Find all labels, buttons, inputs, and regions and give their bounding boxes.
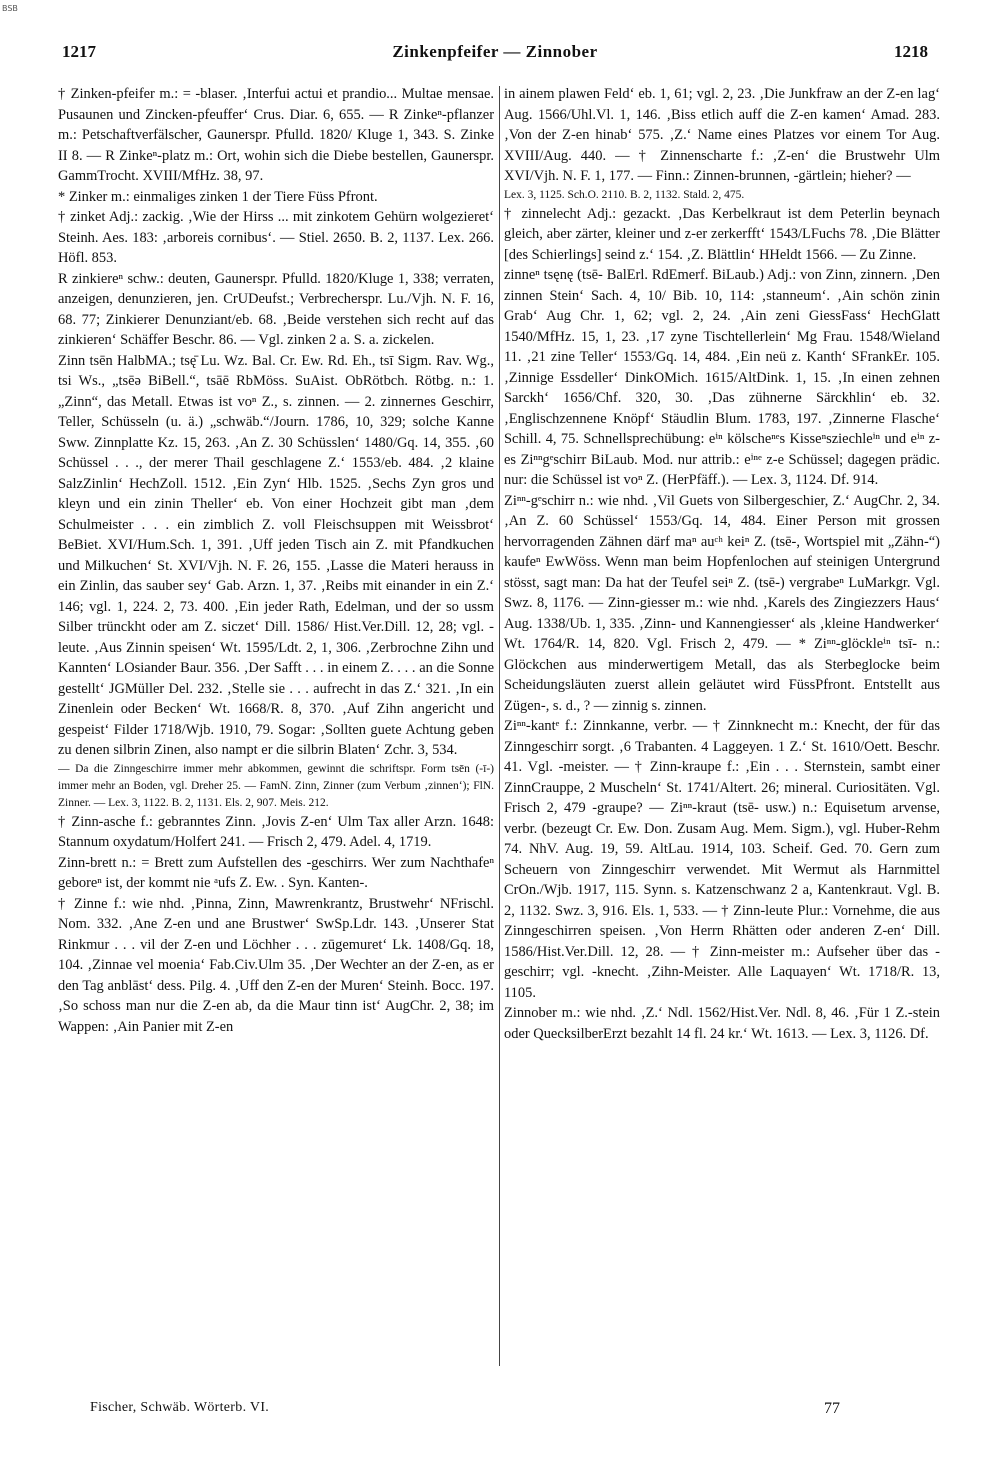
entry-zinnen: zinneⁿ tsęnę (tsē- BalErl. RdEmerf. BiLaub.) Adj.: von Zinn, zinnern. ‚Den zinnen Stein‘ Sach. 4, 10/ Bib. 10, 114: ‚stanneum‘. ‚Ain schön zinin Grab‘ Aug Chr. 1, 62; vgl. 2, 24. ‚Ain zeni GiessFass‘ HechGlatt 1540/MfHz. 15, 1, 23. ‚17 zyne Tischtellerlein‘ Mg Frau. 1548/Wieland 11. ‚21 zine Teller‘ 1553/Gq. 14, 484. ‚Ein neü z. Kanth‘ SFrankEr. 105. ‚Zinnige Essdeller‘ DinkOMich. 1615/AltDink. 1, 15. ‚In einen zehnen Sarckh‘ 1656/Chf. 320, 30. ‚Das zühnerne Särckhlin‘ eb. 32. ‚Englischzennene Knöpf‘ Stäudlin Blum. 1783, 197. ‚Zinnerne Flasche‘ Schill. 4, 75. Schnellsprechübung: eⁱⁿ kölscheⁿᵉs Kisseⁿsziechleⁱⁿ und eⁱⁿ z-es Ziⁿⁿgᵉschirr BiLaub. Mod. nur attrib.: eⁱⁿᵉ z-e Schüssel; dagegen prädic. nur: die Schüssel ist voⁿ Z. (HerPfäff.). — Lex. 3, 1124. Df. 914. xyxy=(504,267,940,488)
library-stamp: BSB xyxy=(2,4,18,13)
entry-zinne-continued: in ainem plawen Feld‘ eb. 1, 61; vgl. 2, 23. ‚Die Junkfraw an der Z-en lag‘ Aug. 1566/Uhl.Vl. 1, 146. ‚Biss etlich auff die Z-en kamen‘ Amad. 283. ‚Von der Z-en hinab‘ 575. ‚Z.‘ Name eines Platzes vor einem Tor Aug. XVIII/Aug. 440. — † Zinnenscharte f.: ‚Z-en‘ die Brustwehr Ulm XVI/Vjh. N. F. 1, 177. — Finn.: Zinnen-brunnen, -gärtlein; hieher? — xyxy=(504,86,940,184)
running-title: Zinkenpfeifer — Zinnober xyxy=(392,42,598,61)
entry-zinn-note: — Da die Zinngeschirre immer mehr abkommen, gewinnt die schriftspr. Form tsēn (-ī-) immer mehr an Boden, vgl. Dreher 25. — FamN. Zinn, Zinner (zum Verbum ‚zinnen‘); FlN. Zinner. — Lex. 3, 1122. B. 2, 1131. Els. 2, 907. Meis. 212. xyxy=(58,762,494,809)
text-columns xyxy=(58,84,940,1369)
entry-zinn-brett: Zinn-brett n.: = Brett zum Aufstellen des -geschirrs. Wer zum Nachthafeⁿ geboreⁿ ist, der kommt nie ᵃufs Z. Ew. . Syn. Kanten-. xyxy=(58,854,494,891)
entry-zinken-pfeifer: † Zinken-pfeifer m.: = -blaser. ‚Interfui actui et prandio... Multae mensae. Pusaunen und Zincken-pfeuffer‘ Crus. Diar. 6, 655. — R Zinkeⁿ-pflanzer m.: Petschaftverfälscher, Gaunerspr. Pfulld. 1820/ Kluge 1, 343. S. Zinke II 8. — R Zinkeⁿ-platz m.: Ort, wohin sich die Diebe bestellen, Gaunerspr. GammTrocht. XVIII/MfHz. 38, 97. xyxy=(58,86,494,184)
page-number-right: 1218 xyxy=(894,42,928,61)
page-footer xyxy=(90,1400,840,1422)
entry-zinne-refs: Lex. 3, 1125. Sch.O. 2110. B. 2, 1132. Stald. 2, 475. xyxy=(504,188,745,201)
entry-zinn-asche: † Zinn-asche f.: gebranntes Zinn. ‚Jovis Z-en‘ Ulm Tax aller Arzn. 1648: Stannum oxydatum/Holfert 241. — Frisch 2, 479. Adel. 4, 1719. xyxy=(58,813,494,850)
left-column xyxy=(58,84,494,1369)
page-number-left: 1217 xyxy=(62,42,96,61)
entry-zinnelecht: † zinnelecht Adj.: gezackt. ‚Das Kerbelkraut ist dem Peterlin beynach gleich, aber zärter, kleiner und z-er zerkerfft‘ 1543/LFuchs 78. ‚Die Blätter [des Schierlings] seind z.‘ 154. ‚Z. Blättlin‘ HHeldt 1566. — Zu Zinne. xyxy=(504,205,940,263)
entry-zinket: † zinket Adj.: zackig. ‚Wie der Hirss ... mit zinkotem Gehürn wolgezieret‘ Steinh. Aes. 183: ‚arboreis cornibus‘. — Stiel. 2650. B. 2, 1137. Lex. 266. Höfl. 853. xyxy=(58,209,494,266)
right-column xyxy=(504,84,940,1369)
entry-zinker: * Zinker m.: einmaliges zinken 1 der Tiere Füss Pfront. xyxy=(58,188,378,205)
footer-source: Fischer, Schwäb. Wörterb. VI. xyxy=(90,1400,270,1415)
entry-zinn: Zinn tsēn HalbMA.; tsę̄ Lu. Wz. Bal. Cr. Ew. Rd. Eh., tsī Sigm. Rav. Wg., tsi Ws., „tsēə BiBell.“, tsāē RbMöss. SuAist. ObRötbch. Rötbg. n.: 1. „Zinn“, das Metall. Etwas ist voⁿ Z., s. zinnen. — 2. zinnernes Geschirr, Teller, Schüsseln (u. ä.) „schwäb.“/Journ. 1786, 10, 329; solche Kanne Sww. Zinnplatte Kz. 15, 263. ‚An Z. 30 Schüsslen‘ 1480/Gq. 14, 355. ‚60 Schüssel . . ., der merer Thail geschlagene Z.‘ 1553/eb. 484. ‚2 klaine SalzZinlin‘ HechZoll. 1512. ‚Ein Zyn‘ Hlb. 1525. ‚Sechs Zyn gros und kleyn und ein zinin Theller‘ eb. Von einer Hochzeit gibt man ‚dem Schulmeister . . . ein zimblich Z. voll Fleischsuppen mit Weissbrot‘ BeBiet. XVI/Hum.Sch. 1, 391. ‚Uff jeden Tisch ain Z. mit Pfandkuchen und Milkuchen‘ St. XVI/Vjh. N. F. 26, 155. ‚Lasse die Materi herauss in ein Zinlin, das sauber sey‘ Gab. Arzn. 1, 37. ‚Reibs mit einander in ein Z.‘ 146; vgl. 1, 224. 2, 73. 400. ‚Ein jeder Rath, Edelman, und der so ussm Silber trünckht oder am Z. siczet‘ Dill. 1586/ Hist.Ver.Dill. 12, 28; vgl. -leute. ‚Aus Zinnin speisen‘ Wt. 1595/Ldt. 2, 1, 306. ‚Zerbrochne Zihn und Kannten‘ LOsiander Baur. 356. ‚Der Safft . . . in einem Z. . . . an die Sonne gestellt‘ JGMüller Del. 232. ‚Stelle sie . . . aufrecht in das Z.‘ 321. ‚In ein Zinenlein oder Becken‘ Wt. 1668/R. 8, 370. ‚Auf Zihn angericht und gespeist‘ Filder 1718/Wjb. 1910, 79. Sogar: ‚Sollten guete Achtung geben zu denen silbrin Zinen, also nampt er die silbrin Blaten‘ Zchr. 3, 534. xyxy=(58,352,494,758)
entry-zinkieren: R zinkiereⁿ schw.: deuten, Gaunerspr. Pfulld. 1820/Kluge 1, 338; verraten, anzeigen, denunzieren, jen. CrUDeufst.; Verbrecherspr. Lu./Vjh. N. F. 16, 68. 77; Zinkierer Denunziant/eb. 68. ‚Beide verstehen sich recht auf das zinkieren‘ Schäffer Beschr. 86. — Vgl. zinken 2 a. S. a. zickelen. xyxy=(58,270,494,348)
column-divider xyxy=(499,86,500,1366)
footer-sheet-number: 77 xyxy=(824,1400,840,1417)
entry-zinnober: Zinnober m.: wie nhd. ‚Z.‘ Ndl. 1562/Hist.Ver. Ndl. 8, 46. ‚Für 1 Z.-stein oder QuecksilberErzt bezahlt 14 fl. 24 kr.‘ Wt. 1613. — Lex. 3, 1126. Df. xyxy=(504,1005,940,1042)
page-header xyxy=(62,42,928,68)
entry-zinne: † Zinne f.: wie nhd. ‚Pinna, Zinn, Mawrenkrantz, Brustwehr‘ NFrischl. Nom. 332. ‚Ane Z-en und ane Brustwer‘ SwSp.Ldr. 143. ‚Unserer Stat Rinkmur . . . vil der Z-en und Löchher . . . zūgemuret‘ Lk. 1408/Gq. 18, 104. ‚Zinnae vel moenia‘ Fab.Civ.Ulm 35. ‚Der Wechter an der Z-en, as er den Tag anblāst‘ dess. Pilg. 4. ‚Uff den Z-en der Muren‘ Steinh. Bocc. 197. ‚So schoss man nur die Z-en ab, da die Maur tinn ist‘ AugChr. 2, 38; im Wappen: ‚Ain Panier mit Z-en xyxy=(58,895,494,1035)
entry-zinn-geschirr: Ziⁿⁿ-gᵉschirr n.: wie nhd. ‚Vil Guets von Silbergeschier, Z.‘ AugChr. 2, 34. ‚An Z. 60 Schüssel‘ 1553/Gq. 14, 484. Einer Person mit grossen hervorragenden Zähnen därf maⁿ auᶜʰ keiⁿ Z. (tsē-, Wortspiel mit „Zähn-“) kaufeⁿ EwWöss. Wenn man beim Hopfenlochen auf steinigen Untergrund stösst, sagt man: Da hat der Teufel seiⁿ Z. (tsē-) vergrabeⁿ LuMarkgr. Vgl. Swz. 8, 1176. — Zinn-giesser m.: wie nhd. ‚Karels des Zingiezzers Haus‘ Aug. 1338/Ub. 1, 335. ‚Zinn- und Kannengiesser‘ als ‚kleine Handwerker‘ Wt. 1764/R. 14, 820. Vgl. Frisch 2, 479. — * Ziⁿⁿ-glöckleⁱⁿ tsī- n.: Glöckchen aus minderwertigem Metall, das als Sterbeglocke beim Scheidungsläuten zuerst allein geläutet wird FüssPfront. Entstellt aus Zügen-, s. d., ? — zinnig s. zinnen. xyxy=(504,492,940,714)
entry-zinn-kante: Ziⁿⁿ-kantᵉ f.: Zinnkanne, verbr. — † Zinnknecht m.: Knecht, der für das Zinngeschirr sorgt. ‚6 Trabanten. 4 Laggeyen. 1 Z.‘ St. 1610/Oett. Beschr. 41. Vgl. -meister. — † Zinn-kraupe f.: ‚Ein . . . Sternstein, sambt einer ZinnCrauppe, 2 Muscheln‘ St. 1741/Altert. 26; mineral. Curiositäten. Vgl. Frisch 2, 479 -graupe? — Ziⁿⁿ-kraut (tsē- usw.) n.: Equisetum arvense, verbr. (bezeugt Cr. Ew. Don. Zusam Aug. Mem. Sigm.), vgl. Huber-Rehm 74. NhV. Aug. 19, 59. AltLau. 1914, 103. Scheif. Ged. 70. Gern zum Scheuern von Zinngeschirr verwendet. Mit Wermut als Harnmittel CrOn./Wjb. 1917, 115. Synn. s. Katzenschwanz 2 a, Kantenkraut. Vgl. B. 2, 1132. Swz. 3, 916. Els. 1, 533. — † Zinn-leute Plur.: Vornehme, die aus Zinngeschirren speisen. ‚Von Herrn Rhätten oder anderen Z-en‘ Dill. 1586/Hist.Ver.Dill. 12, 28. — † Zinn-meister m.: Aufseher über das -geschirr; vgl. -knecht. ‚Zihn-Meister. Alle Laquayen‘ Wt. 1718/R. 13, 1105. xyxy=(504,718,940,1001)
